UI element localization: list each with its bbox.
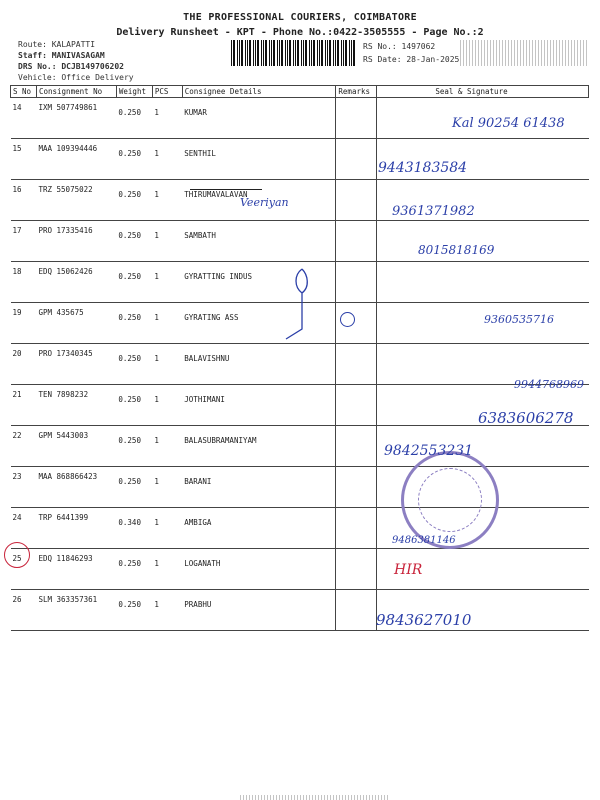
row-pcs: 1	[152, 508, 182, 549]
handwriting-r19: 9360535716	[484, 313, 554, 326]
row-remarks	[336, 221, 377, 262]
remarks-scribble	[280, 265, 320, 345]
row-consignee: KUMAR	[182, 98, 336, 139]
row-remarks	[336, 344, 377, 385]
staff-label: Staff: MANIVASAGAM	[18, 51, 105, 60]
row-consignment-no: TRZ 55075022	[36, 180, 116, 221]
row-sno: 22	[11, 426, 37, 467]
handwriting-r21: 6383606278	[478, 409, 574, 427]
handwriting-r26: 9843627010	[376, 611, 472, 629]
drs-label: DRS No.: DCJB149706202	[18, 62, 124, 71]
row-pcs: 1	[152, 590, 182, 631]
row-seal-signature	[377, 303, 589, 344]
row-sno: 17	[11, 221, 37, 262]
row-consignee: PRABHU	[182, 590, 336, 631]
row-consignee: GYRATTING INDUS	[182, 262, 336, 303]
row-sno: 26	[11, 590, 37, 631]
row-remarks	[336, 262, 377, 303]
handwriting-r25: HIR	[394, 562, 423, 578]
row-pcs: 1	[152, 344, 182, 385]
row-consignment-no: PRO 17335416	[36, 221, 116, 262]
row-remarks	[336, 508, 377, 549]
row-sno: 19	[11, 303, 37, 344]
row-weight: 0.250	[116, 180, 152, 221]
row-remarks	[336, 180, 377, 221]
table-row	[11, 221, 589, 262]
row-sno: 23	[11, 467, 37, 508]
row-consignee: THIRUMAVALAVAN	[182, 180, 336, 221]
row-sno: 18	[11, 262, 37, 303]
row-seal-signature	[377, 262, 589, 303]
row-pcs: 1	[152, 303, 182, 344]
row-sno: 20	[11, 344, 37, 385]
row-pcs: 1	[152, 467, 182, 508]
row-weight: 0.250	[116, 139, 152, 180]
row-sno: 15	[11, 139, 37, 180]
row-weight: 0.250	[116, 262, 152, 303]
row-consignment-no: SLM 363357361	[36, 590, 116, 631]
row-consignee: BALASUBRAMANIYAM	[182, 426, 336, 467]
row-remarks	[336, 385, 377, 426]
document-subtitle: Delivery Runsheet - KPT - Phone No.:0422-3505555 - Page No.:2	[116, 27, 484, 38]
name-strikethrough	[190, 189, 262, 190]
row-pcs: 1	[152, 549, 182, 590]
row-weight: 0.250	[116, 98, 152, 139]
row-consignment-no: GPM 5443003	[36, 426, 116, 467]
row-consignment-no: MAA 868866423	[36, 467, 116, 508]
table-row	[11, 180, 589, 221]
handwriting-r14: Kal 90254 61438	[452, 116, 565, 131]
row-consignee: BARANI	[182, 467, 336, 508]
rs-number: RS No.: 1497062	[363, 42, 436, 51]
row-weight: 0.340	[116, 508, 152, 549]
table-row	[11, 590, 589, 631]
row-pcs: 1	[152, 139, 182, 180]
row-weight: 0.250	[116, 467, 152, 508]
col-pcs: PCS	[152, 86, 182, 98]
barcode	[231, 40, 357, 66]
vehicle-label: Vehicle: Office Delivery	[18, 73, 134, 82]
row-weight: 0.250	[116, 426, 152, 467]
row-consignee: BALAVISHNU	[182, 344, 336, 385]
row-consignee: SENTHIL	[182, 139, 336, 180]
table-row	[11, 139, 589, 180]
document-title: THE PROFESSIONAL COURIERS, COIMBATORE	[183, 12, 417, 23]
row-remarks	[336, 590, 377, 631]
handwriting-r16-name: Veeriyan	[240, 196, 289, 209]
row-sno: 24	[11, 508, 37, 549]
row-remarks	[336, 139, 377, 180]
table-header	[11, 86, 589, 98]
row-pcs: 1	[152, 385, 182, 426]
handwriting-r15: 9443183584	[378, 160, 468, 176]
handwriting-r17: 8015818169	[418, 243, 495, 257]
footer-marks	[240, 795, 390, 800]
row-consignment-no: EDQ 15062426	[36, 262, 116, 303]
row-weight: 0.250	[116, 303, 152, 344]
row-sno: 14	[11, 98, 37, 139]
row-weight: 0.250	[116, 221, 152, 262]
row-weight: 0.250	[116, 385, 152, 426]
col-sno: S No	[11, 86, 37, 98]
row-consignee: AMBIGA	[182, 508, 336, 549]
col-remarks: Remarks	[336, 86, 377, 98]
row-consignment-no: PRO 17340345	[36, 344, 116, 385]
handwriting-r16-phone: 9361371982	[392, 204, 475, 219]
row-consignment-no: MAA 109394446	[36, 139, 116, 180]
faded-barcode	[460, 40, 588, 66]
row-pcs: 1	[152, 221, 182, 262]
row-pcs: 1	[152, 98, 182, 139]
row-consignee: GYRATING ASS	[182, 303, 336, 344]
row-consignee: LOGANATH	[182, 549, 336, 590]
red-circle-mark	[4, 542, 30, 568]
handwriting-r22: 9842553231	[384, 443, 474, 459]
row-remarks	[336, 467, 377, 508]
row-consignment-no: TRP 6441399	[36, 508, 116, 549]
row-weight: 0.250	[116, 549, 152, 590]
row-consignee: JOTHIMANI	[182, 385, 336, 426]
col-seal: Seal & Signature	[377, 86, 589, 98]
table-row	[11, 508, 589, 549]
row-pcs: 1	[152, 262, 182, 303]
table-row	[11, 549, 589, 590]
row-pcs: 1	[152, 426, 182, 467]
table-row	[11, 426, 589, 467]
row-weight: 0.250	[116, 344, 152, 385]
remark-circle-mark	[340, 312, 355, 327]
row-sno: 16	[11, 180, 37, 221]
row-consignment-no: EDQ 11846293	[36, 549, 116, 590]
row-consignment-no: GPM 435675	[36, 303, 116, 344]
row-remarks	[336, 98, 377, 139]
row-consignment-no: IXM 507749861	[36, 98, 116, 139]
handwriting-r20: 9944768969	[514, 378, 584, 391]
row-remarks	[336, 549, 377, 590]
row-weight: 0.250	[116, 590, 152, 631]
rs-date: RS Date: 28-Jan-2025	[363, 55, 460, 64]
table-row	[11, 467, 589, 508]
runsheet-table	[10, 85, 589, 631]
row-sno: 25	[11, 549, 37, 590]
col-consignee: Consignee Details	[182, 86, 336, 98]
row-sno: 21	[11, 385, 37, 426]
row-consignment-no: TEN 7898232	[36, 385, 116, 426]
col-consignment: Consignment No	[36, 86, 116, 98]
handwriting-r24: 9486381146	[392, 535, 456, 546]
row-pcs: 1	[152, 180, 182, 221]
col-weight: Weight	[116, 86, 152, 98]
route-label: Route: KALAPATTI	[18, 40, 96, 49]
row-consignee: SAMBATH	[182, 221, 336, 262]
row-remarks	[336, 426, 377, 467]
table-row	[11, 344, 589, 385]
